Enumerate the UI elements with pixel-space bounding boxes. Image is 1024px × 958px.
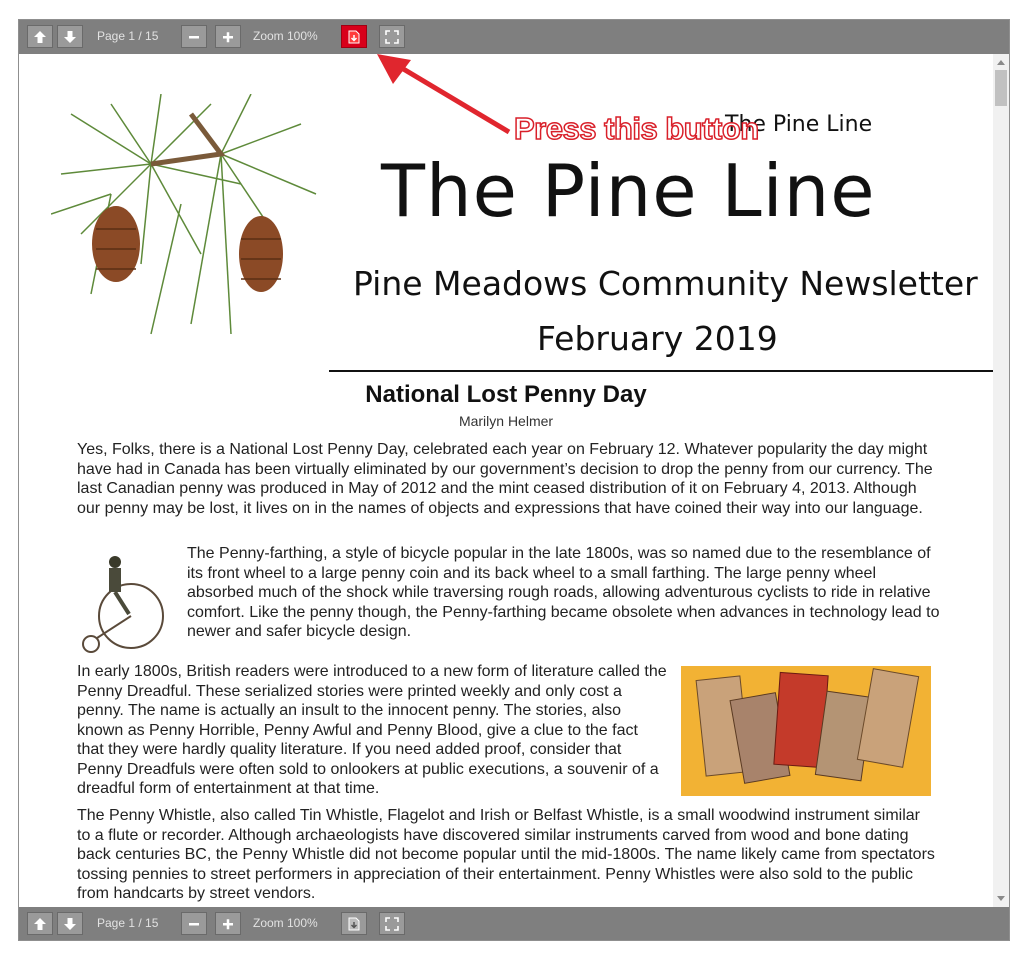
pdf-viewer: [18, 19, 1010, 941]
penny-dreadful-covers-image: [681, 666, 931, 796]
header-divider: [329, 370, 993, 372]
fullscreen-button[interactable]: [379, 25, 405, 48]
vertical-scrollbar[interactable]: [993, 54, 1009, 907]
arrow-up-icon: [33, 30, 47, 44]
next-page-button[interactable]: [57, 912, 83, 935]
download-button[interactable]: [341, 25, 367, 48]
zoom-indicator: Zoom 100%: [253, 29, 318, 43]
article-paragraph: Yes, Folks, there is a National Lost Penny Day, celebrated each year on February 12. Whatever popularity the day might have had in Canada has been virtually eliminated by our government’s decision to drop the penny from our currency. The last Canadian penny was produced in May of 2012 and the mint ceased distribution of it on February 4, 2013. Although our penny may be lost, it lives on in the names of objects and expressions that have coined their way into our language.: [77, 441, 933, 517]
article-paragraph: In early 1800s, British readers were introduced to a new form of literature called the Penny Dreadful. These serialized stories were printed weekly and only cost a penny. The name is actually an insult to the innocent penny. The stories, also known as Penny Horrible, Penny Awful and Penny Blood, give a clue to the fact that they were hardly quality literature. If you need added proof, consider that Penny Dreadfuls were often sold to onlookers at public executions, a souvenir of a dreadful form of entertainment at that time.: [77, 663, 667, 797]
newsletter-date: February 2019: [537, 319, 778, 358]
prev-page-button[interactable]: [27, 25, 53, 48]
minus-icon: [188, 31, 200, 43]
arrow-up-icon: [33, 917, 47, 931]
plus-icon: [222, 31, 234, 43]
arrow-down-icon: [63, 30, 77, 44]
pine-branch-image: [51, 94, 321, 344]
annotation-arrow: [369, 54, 519, 144]
fullscreen-button[interactable]: [379, 912, 405, 935]
next-page-button[interactable]: [57, 25, 83, 48]
zoom-out-button[interactable]: [181, 25, 207, 48]
document-page: [19, 54, 993, 907]
minus-icon: [188, 918, 200, 930]
fullscreen-icon: [385, 30, 399, 44]
article-paragraph: The Penny-farthing, a style of bicycle popular in the late 1800s, was so named due to the resemblance of its front wheel to a large penny coin and its back wheel to a small farthing. The large penny wheel absorbed much of the shock while traversing rough roads, allowing adventurous cyclists to ride in relative comfort. Like the penny though, the Penny-farthing became obsolete when advances in technology lead to newer and safer bicycle design.: [187, 545, 940, 640]
bottom-toolbar: [19, 907, 1009, 940]
scroll-down-icon[interactable]: [997, 896, 1005, 901]
small-heading: The Pine Line: [725, 112, 873, 137]
download-button[interactable]: [341, 912, 367, 935]
top-toolbar: [19, 20, 1009, 54]
page-indicator: Page 1 / 15: [97, 29, 159, 43]
page-indicator: Page 1 / 15: [97, 916, 159, 930]
article-paragraph: The Penny Whistle, also called Tin Whistle, Flagelot and Irish or Belfast Whistle, is a small woodwind instrument similar to a flute or recorder. Although archaeologists have discovered similar instruments carved from wood and bone dating back centuries BC, the Penny Whistle did not become popular until the mid-1800s. The name likely came from spectators tossing pennies to street performers in appreciation of their entertainment. Penny Whistles were also sold to the public from handcarts by street vendors.: [77, 807, 935, 902]
prev-page-button[interactable]: [27, 912, 53, 935]
zoom-in-button[interactable]: [215, 912, 241, 935]
download-icon: [348, 30, 360, 44]
annotation-label: Press this button: [514, 111, 759, 146]
arrow-down-icon: [63, 917, 77, 931]
zoom-in-button[interactable]: [215, 25, 241, 48]
penny-farthing-image: [69, 548, 173, 656]
article-author: Marilyn Helmer: [458, 413, 554, 429]
article-title: National Lost Penny Day: [365, 381, 647, 408]
zoom-out-button[interactable]: [181, 912, 207, 935]
zoom-indicator: Zoom 100%: [253, 916, 318, 930]
plus-icon: [222, 918, 234, 930]
fullscreen-icon: [385, 917, 399, 931]
scrollbar-thumb[interactable]: [995, 70, 1007, 106]
scroll-up-icon[interactable]: [997, 60, 1005, 65]
newsletter-subtitle: Pine Meadows Community Newsletter: [353, 264, 978, 303]
download-icon: [348, 917, 360, 931]
newsletter-title: The Pine Line: [381, 149, 876, 233]
